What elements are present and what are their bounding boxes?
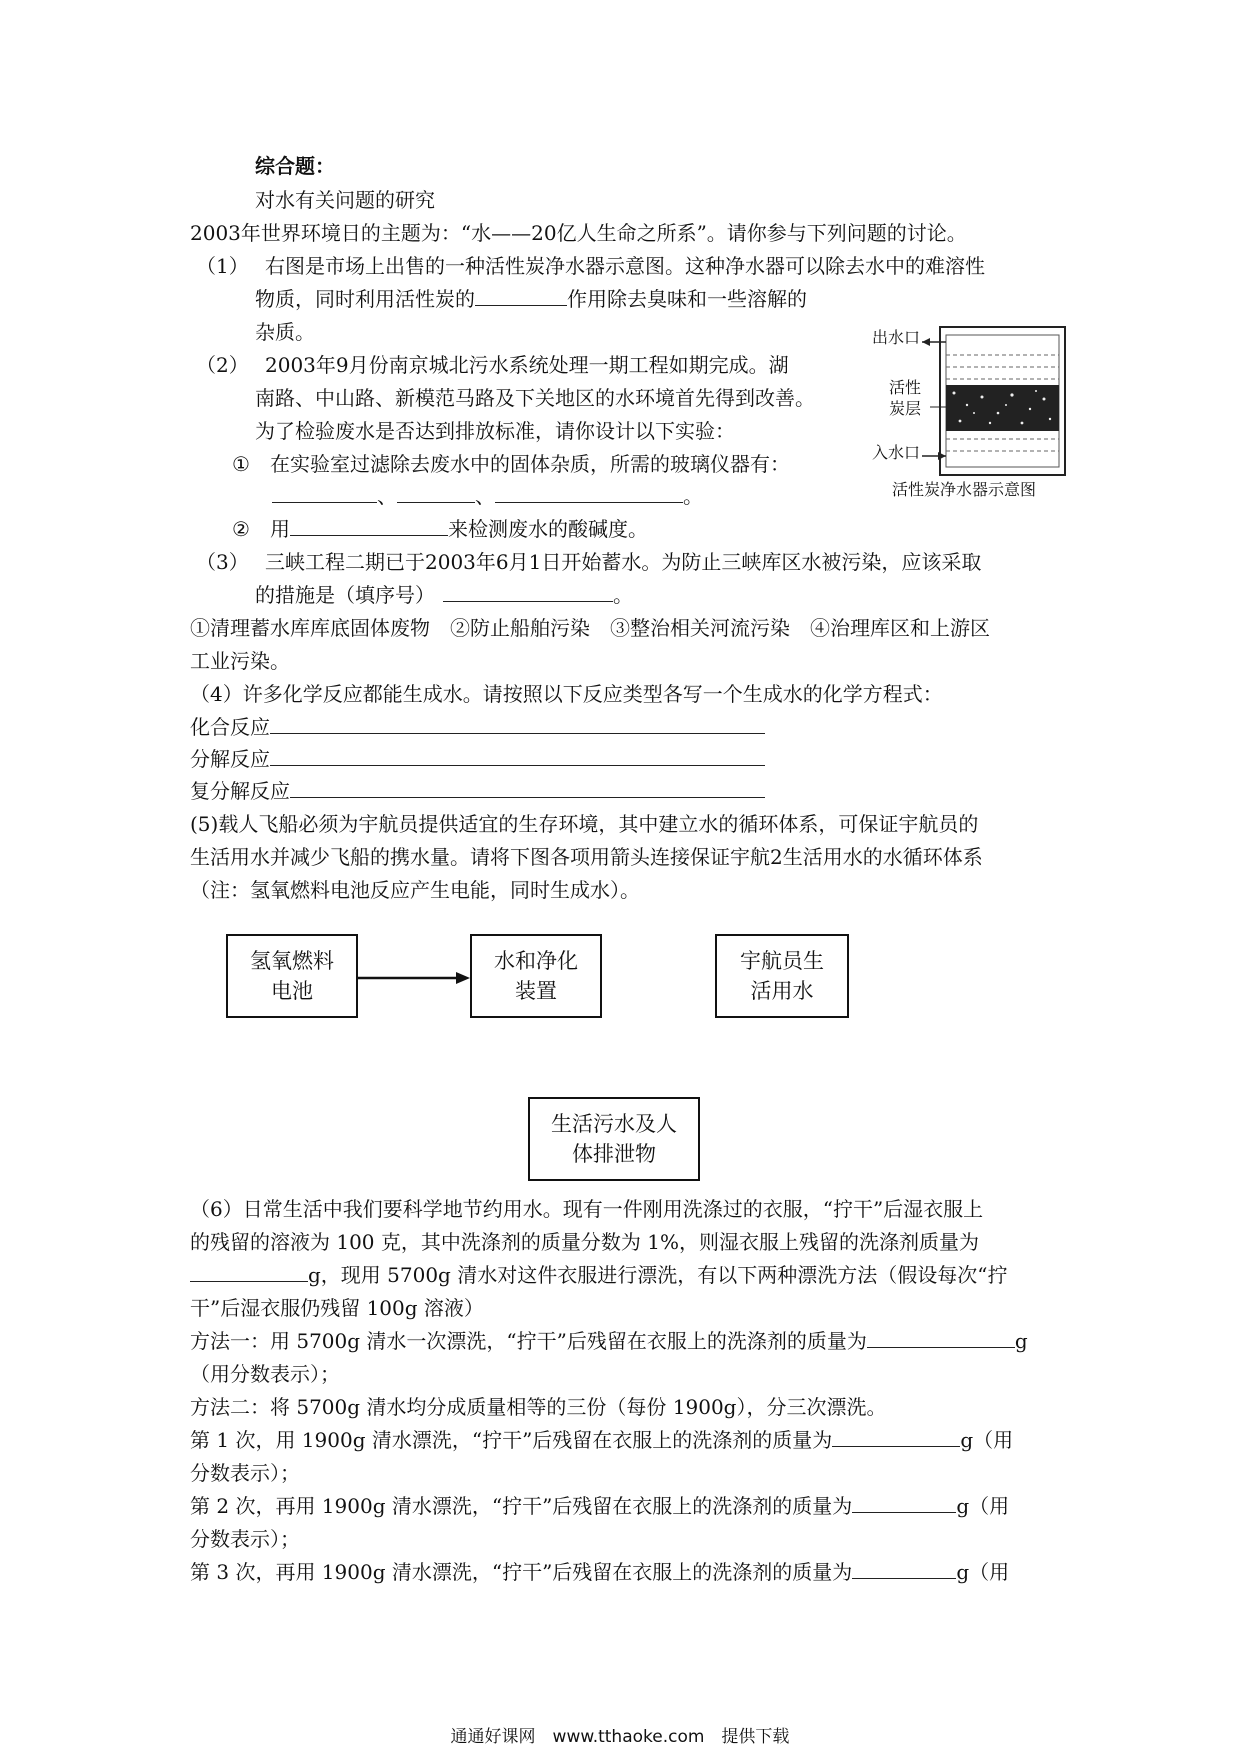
astronaut-water-label: 宇航员生活用水 (740, 949, 824, 1003)
q6-line3 (190, 1261, 1007, 1289)
separator-2: 、 (475, 484, 495, 508)
step2-text: 第 2 次，再用 1900g 清水漂洗，“拧干”后残留在衣服上的洗涤剂的质量为 (190, 1494, 853, 1518)
q5-line3: （注：氢氧燃料电池反应产生电能，同时生成水）。 (190, 878, 640, 902)
step1-unit: g（用 (960, 1428, 1014, 1452)
carbon-layer-label-2: 炭层 (889, 399, 922, 418)
double-decomposition-equation-blank[interactable] (290, 777, 765, 798)
wastewater-box[interactable] (528, 1097, 700, 1181)
fuel-cell-label: 氢氧燃料电池 (250, 949, 334, 1003)
q3-answer-blank[interactable] (443, 581, 613, 602)
q3-line2-part-b: 。 (613, 583, 633, 607)
combination-equation-blank[interactable] (270, 713, 765, 734)
q1-line2-part-b: 作用除去臭味和一些溶解的 (567, 287, 807, 311)
step2-unit: g（用 (956, 1494, 1010, 1518)
outlet-label: 出水口 (872, 328, 921, 347)
purification-box[interactable] (470, 934, 602, 1018)
q5-line2: 生活用水并减少飞船的携水量。请将下图各项用箭头连接保证宇航2生活用水的水循环体系 (190, 845, 983, 869)
method1-blank[interactable] (867, 1327, 1015, 1348)
step1-text: 第 1 次，用 1900g 清水漂洗，“拧干”后残留在衣服上的洗涤剂的质量为 (190, 1428, 833, 1452)
q4-line1: （4）许多化学反应都能生成水。请按照以下反应类型各写一个生成水的化学方程式： (190, 682, 943, 706)
glassware-blank-3[interactable] (495, 482, 683, 503)
q4-double-decomposition (190, 777, 765, 805)
q5-line1: (5)载人飞船必须为宇航员提供适宜的生存环境，其中建立水的循环体系，可保证宇航员的 (190, 812, 979, 836)
fuel-cell-box[interactable] (226, 934, 358, 1018)
q2-line2: 南路、中山路、新模范马路及下关地区的水环境首先得到改善。 (255, 386, 815, 410)
q1-line1: 右图是市场上出售的一种活性炭净水器示意图。这种净水器可以除去水中的难溶性 (265, 254, 985, 278)
separator-1: 、 (377, 484, 397, 508)
purification-label: 水和净化装置 (494, 949, 578, 1003)
page-footer: 通通好课网 www.tthaoke.com 提供下载 (450, 1727, 790, 1747)
step1-blank[interactable] (832, 1426, 960, 1447)
q6-line1: （6）日常生活中我们要科学地节约用水。现有一件刚用洗涤过的衣服，“拧干”后湿衣服上 (190, 1197, 984, 1221)
q3-line1: 三峡工程二期已于2003年6月1日开始蓄水。为防止三峡库区水被污染，应该采取 (265, 550, 982, 574)
glassware-blank-2[interactable] (397, 482, 475, 503)
q3-line2-part-a: 的措施是（填序号） (255, 583, 435, 607)
end-mark: 。 (683, 484, 703, 508)
q3-number: （3） (196, 550, 249, 574)
arrow-icon (356, 970, 472, 986)
step2-line (190, 1492, 1009, 1520)
detergent-mass-blank[interactable] (190, 1261, 308, 1282)
q2-sub2-part-b: 来检测废水的酸碱度。 (448, 517, 648, 541)
intro-text: 2003年世界环境日的主题为：“水——20亿人生命之所系”。请你参与下列问题的讨论。 (190, 221, 967, 245)
step3-line (190, 1558, 1009, 1586)
method2-line: 方法二：将 5700g 清水均分成质量相等的三份（每份 1900g），分三次漂洗。 (190, 1395, 887, 1419)
q4-combination (190, 713, 765, 741)
step3-text: 第 3 次，再用 1900g 清水漂洗，“拧干”后残留在衣服上的洗涤剂的质量为 (190, 1560, 853, 1584)
decomposition-equation-blank[interactable] (270, 745, 765, 766)
q2-line1: 2003年9月份南京城北污水系统处理一期工程如期完成。湖 (265, 353, 789, 377)
q2-sub1-number: ① (232, 452, 250, 476)
section-title: 综合题： (255, 154, 335, 178)
q1-line3: 杂质。 (255, 320, 315, 344)
q2-sub2-number: ② (232, 517, 250, 541)
step3-blank[interactable] (852, 1558, 956, 1579)
glassware-blank-1[interactable] (272, 482, 377, 503)
step2-blank[interactable] (852, 1492, 956, 1513)
method1-note: （用分数表示）； (190, 1362, 340, 1386)
q1-line2-part-a: 物质，同时利用活性炭的 (255, 287, 475, 311)
q3-line2 (255, 581, 633, 609)
astronaut-water-box[interactable] (715, 934, 849, 1018)
q3-options: ①清理蓄水库库底固体废物 ②防止船舶污染 ③整治相关河流污染 ④治理库区和上游区 (190, 616, 990, 640)
double-decomposition-label: 复分解反应 (190, 779, 290, 803)
q1-number: （1） (196, 254, 249, 278)
q4-decomposition (190, 745, 765, 773)
q1-line2 (255, 285, 807, 313)
q2-sub2-text (270, 515, 648, 543)
q2-number: （2） (196, 353, 249, 377)
q6-line4: 干”后湿衣服仍残留 100g 溶液） (190, 1296, 484, 1320)
method1-unit: g (1014, 1329, 1028, 1353)
q2-sub2-part-a: 用 (270, 517, 290, 541)
water-purifier-figure (872, 315, 1072, 505)
step1-line (190, 1426, 1013, 1454)
step1-note: 分数表示）； (190, 1461, 300, 1485)
section-subtitle: 对水有关问题的研究 (255, 188, 435, 212)
q6-line3-text: g，现用 5700g 清水对这件衣服进行漂洗，有以下两种漂洗方法（假设每次“拧 (308, 1263, 1008, 1287)
q2-sub1-text: 在实验室过滤除去废水中的固体杂质，所需的玻璃仪器有： (270, 452, 790, 476)
figure-caption: 活性炭净水器示意图 (892, 480, 1037, 499)
q2-line3: 为了检验废水是否达到排放标准，请你设计以下实验： (255, 419, 735, 443)
q1-answer-blank[interactable] (475, 285, 567, 306)
q6-line2: 的残留的溶液为 100 克，其中洗涤剂的质量分数为 1%，则湿衣服上残留的洗涤剂质量为 (190, 1230, 979, 1254)
decomposition-label: 分解反应 (190, 747, 270, 771)
ph-blank[interactable] (290, 515, 448, 536)
q3-options-cont: 工业污染。 (190, 649, 290, 673)
wastewater-label: 生活污水及人体排泄物 (551, 1112, 677, 1166)
q2-sub1-blanks (272, 482, 703, 510)
inlet-label: 入水口 (872, 443, 921, 462)
combination-label: 化合反应 (190, 715, 270, 739)
carbon-layer-label-1: 活性 (889, 378, 922, 397)
method1-line (190, 1327, 1028, 1355)
method1-text: 方法一：用 5700g 清水一次漂洗，“拧干”后残留在衣服上的洗涤剂的质量为 (190, 1329, 867, 1353)
step3-unit: g（用 (956, 1560, 1010, 1584)
step2-note: 分数表示）； (190, 1527, 300, 1551)
